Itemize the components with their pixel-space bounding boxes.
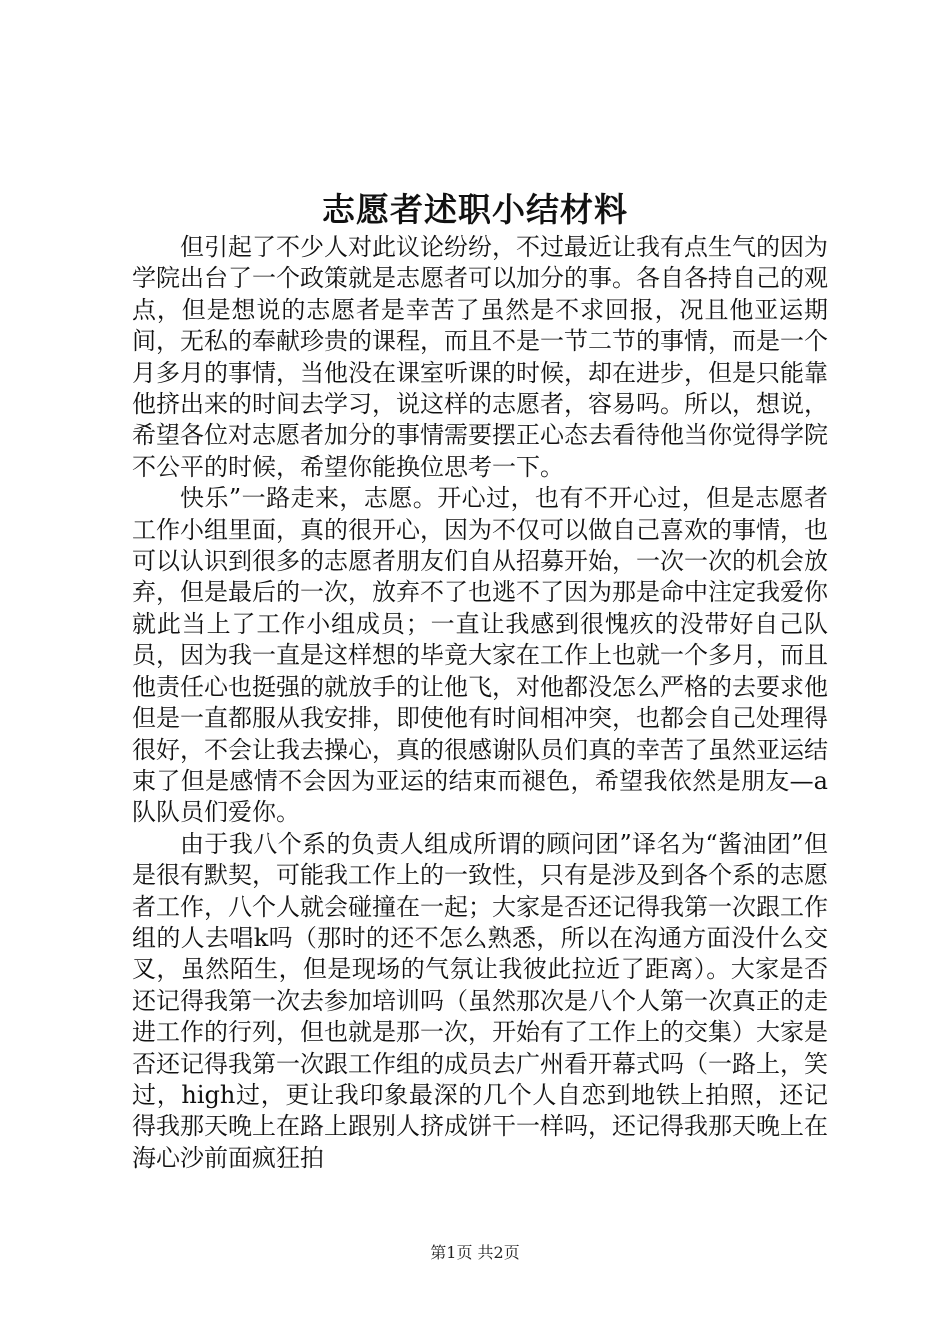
page-number-footer: 第1页 共2页 bbox=[430, 1243, 520, 1262]
document-body bbox=[132, 232, 828, 1174]
paragraph-3: 由于我八个系的负责人组成所谓的顾问团”译名为“酱油团”但是很有默契，可能我工作上的一致性，只有是涉及到各个系的志愿者工作，八个人就会碰撞在一起；大家是否还记得我第一次跟工作组的人去唱k吗（那时的还不怎么熟悉，所以在沟通方面没什么交叉，虽然陌生，但是现场的气氛让我彼此拉近了距离）。大家是否还记得我第一次去参加培训吗（虽然那次是八个人第一次真正的走进工作的行列，但也就是那一次，开始有了工作上的交集）大家是否还记得我第一次跟工作组的成员去广州看开幕式吗（一路上，笑过，high过，更让我印象最深的几个人自恋到地铁上拍照，还记得我那天晚上在路上跟别人挤成饼干一样吗，还记得我那天晚上在海心沙前面疯狂拍 bbox=[132, 829, 828, 1172]
page-title: 志愿者述职小结材料 bbox=[322, 190, 628, 229]
paragraph-1: 但引起了不少人对此议论纷纷，不过最近让我有点生气的因为学院出台了一个政策就是志愿者可以加分的事。各自各持自己的观点，但是想说的志愿者是幸苦了虽然是不求回报，况且他亚运期间，无私的奉献珍贵的课程，而且不是一节二节的事情，而是一个月多月的事情，当他没在课室听课的时候，却在进步，但是只能靠他挤出来的时间去学习，说这样的志愿者，容易吗。所以，想说，希望各位对志愿者加分的事情需要摆正心态去看待他当你觉得学院不公平的时候，希望你能换位思考一下。 bbox=[132, 233, 828, 481]
paragraph-2: 快乐”一路走来，志愿。开心过，也有不开心过，但是志愿者工作小组里面，真的很开心，因为不仅可以做自己喜欢的事情，也可以认识到很多的志愿者朋友们自从招募开始，一次一次的机会放弃，但是最后的一次，放弃不了也逃不了因为那是命中注定我爱你就此当上了工作小组成员；一直让我感到很愧疚的没带好自己队员，因为我一直是这样想的毕竟大家在工作上也就一个多月，而且他责任心也挺强的就放手的让他飞，对他都没怎么严格的去要求他但是一直都服从我安排，即使他有时间相冲突，也都会自己处理得很好，不会让我去操心，真的很感谢队员们真的幸苦了虽然亚运结束了但是感情不会因为亚运的结束而褪色，希望我依然是朋友—a队队员们爱你。 bbox=[132, 484, 828, 827]
